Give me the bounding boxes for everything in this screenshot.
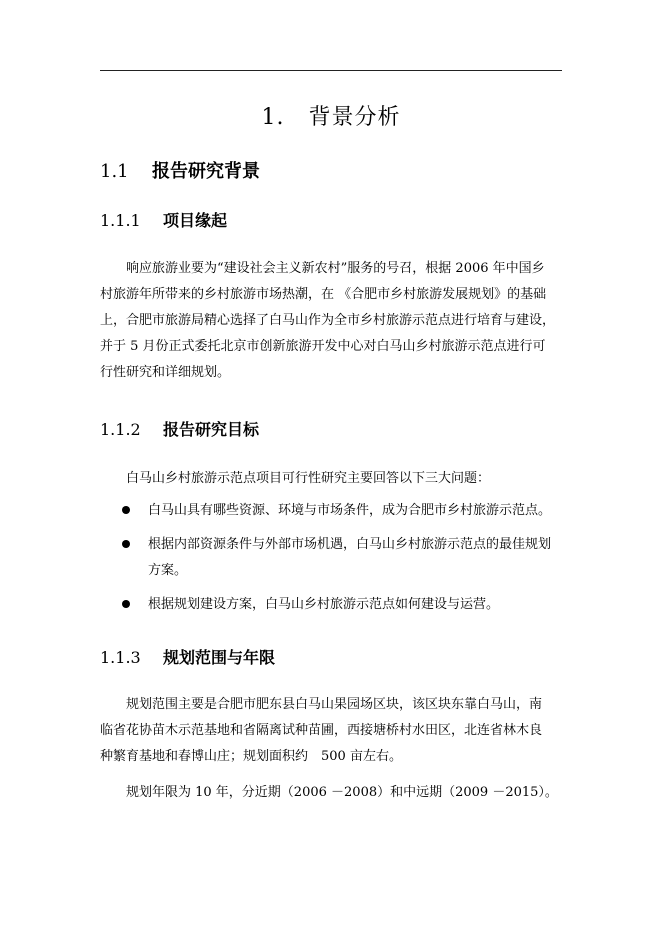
section-heading-1-1: [100, 157, 260, 183]
bullet-dot-icon: [122, 506, 130, 514]
subsection-heading-1-1-3: [100, 645, 275, 668]
paragraph-planning-scope: [100, 692, 562, 770]
bullet-text: 根据内部资源条件与外部市场机遇，白马山乡村旅游示范点的最佳规划: [148, 537, 552, 552]
paragraph-line: 村旅游年所带来的乡村旅游市场热潮，在 《合肥市乡村旅游发展规划》的基础: [100, 287, 547, 302]
subsection-heading-1-1-1: [100, 208, 227, 231]
chapter-number: 1.: [261, 105, 285, 130]
subsection-title: 项目缘起: [163, 211, 228, 230]
paragraph-line: 白马山乡村旅游示范点项目可行性研究主要回答以下三大问题：: [126, 471, 491, 486]
subsection-heading-1-1-2: [100, 417, 259, 440]
paragraph-line: 种繁育基地和春博山庄；规划面积约 500 亩左右。: [100, 749, 402, 764]
subsection-title: 报告研究目标: [163, 420, 260, 439]
bullet-dot-icon: [122, 540, 130, 548]
bullet-text-continued: 方案。: [148, 563, 188, 578]
chapter-title-text: 背景分析: [308, 105, 401, 130]
bullet-dot-icon: [122, 600, 130, 608]
subsection-title: 规划范围与年限: [163, 648, 276, 667]
section-title: 报告研究背景: [152, 161, 260, 182]
subsection-number: 1.1.2: [100, 420, 141, 439]
section-number: 1.1: [100, 161, 129, 182]
subsection-number: 1.1.1: [100, 211, 141, 230]
subsection-number: 1.1.3: [100, 648, 141, 667]
chapter-title: [0, 100, 662, 131]
bullet-text: 根据规划建设方案，白马山乡村旅游示范点如何建设与运营。: [148, 597, 500, 612]
paragraph-project-origin: [100, 256, 562, 386]
paragraph-line: 行性研究和详细规划。: [100, 365, 231, 380]
paragraph-line: 规划年限为 10 年，分近期（2006 －2008）和中远期（2009 －2015）。: [126, 785, 558, 800]
paragraph-line: 规划范围主要是合肥市肥东县白马山果园场区块，该区块东靠白马山，南: [126, 697, 543, 712]
paragraph-research-intro: [100, 466, 562, 492]
paragraph-planning-years: [100, 780, 562, 806]
bullet-text: 白马山具有哪些资源、环境与市场条件，成为合肥市乡村旅游示范点。: [148, 503, 552, 518]
paragraph-line: 临省花协苗木示范基地和省隔离试种苗圃，西接塘桥村水田区，北连省林木良: [100, 723, 543, 738]
header-rule: [100, 70, 562, 71]
paragraph-line: 响应旅游业要为“建设社会主义新农村”服务的号召，根据 2006 年中国乡: [126, 261, 545, 276]
paragraph-line: 并于 5 月份正式委托北京市创新旅游开发中心对白马山乡村旅游示范点进行可: [100, 339, 546, 354]
paragraph-line: 上，合肥市旅游局精心选择了白马山作为全市乡村旅游示范点进行培育与建设，: [100, 313, 556, 328]
